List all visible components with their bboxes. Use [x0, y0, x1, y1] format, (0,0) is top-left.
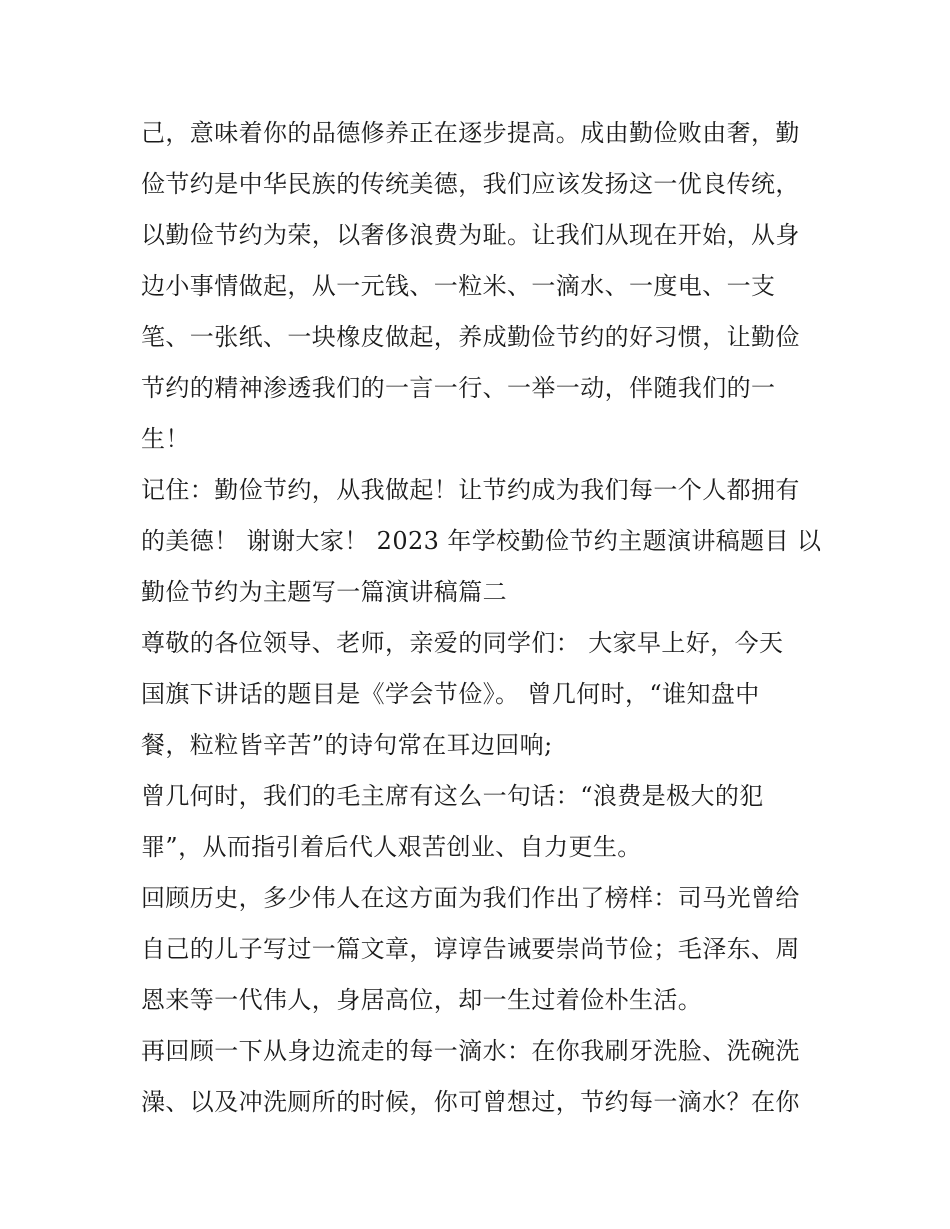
text-line: 的美德！ 谢谢大家！ 2023 年学校勤俭节约主题演讲稿题目 以 — [141, 527, 822, 555]
text-line: 己，意味着你的品德修养正在逐步提高。成由勤俭败由奢，勤 — [141, 119, 800, 147]
text-line: 再回顾一下从身边流走的每一滴水：在你我刷牙洗脸、洗碗洗 — [141, 1037, 800, 1065]
text-line: 罪”，从而指引着后代人艰苦创业、自力更生。 — [141, 833, 642, 861]
text-line: 自己的儿子写过一篇文章，谆谆告诫要崇尚节俭；毛泽东、周 — [141, 935, 800, 963]
text-line: 记住：勤俭节约，从我做起！让节约成为我们每一个人都拥有 — [141, 476, 800, 504]
text-line: 餐，粒粒皆辛苦”的诗句常在耳边回响; — [141, 731, 553, 759]
text-line: 边小事情做起，从一元钱、一粒米、一滴水、一度电、一支 — [141, 272, 776, 300]
document-body — [141, 108, 821, 1128]
text-line: 澡、以及冲洗厕所的时候，你可曾想过，节约每一滴水？在你 — [141, 1088, 800, 1116]
text-line: 恩来等一代伟人，身居高位，却一生过着俭朴生活。 — [141, 986, 703, 1014]
text-line: 国旗下讲话的题目是《学会节俭》。 曾几何时，“谁知盘中 — [141, 680, 760, 708]
text-line: 笔、一张纸、一块橡皮做起，养成勤俭节约的好习惯，让勤俭 — [141, 323, 800, 351]
text-line: 节约的精神渗透我们的一言一行、一举一动，伴随我们的一 — [141, 374, 776, 402]
text-line: 回顾历史，多少伟人在这方面为我们作出了榜样：司马光曾给 — [141, 884, 800, 912]
text-line: 生！ — [141, 425, 190, 453]
text-line: 以勤俭节约为荣，以奢侈浪费为耻。让我们从现在开始，从身 — [141, 221, 800, 249]
text-line: 曾几何时，我们的毛主席有这么一句话：“浪费是极大的犯 — [141, 782, 764, 810]
text-line: 尊敬的各位领导、老师，亲爱的同学们： 大家早上好，今天 — [141, 629, 784, 657]
text-line: 俭节约是中华民族的传统美德，我们应该发扬这一优良传统， — [141, 170, 800, 198]
text-line: 勤俭节约为主题写一篇演讲稿篇二 — [141, 578, 507, 606]
